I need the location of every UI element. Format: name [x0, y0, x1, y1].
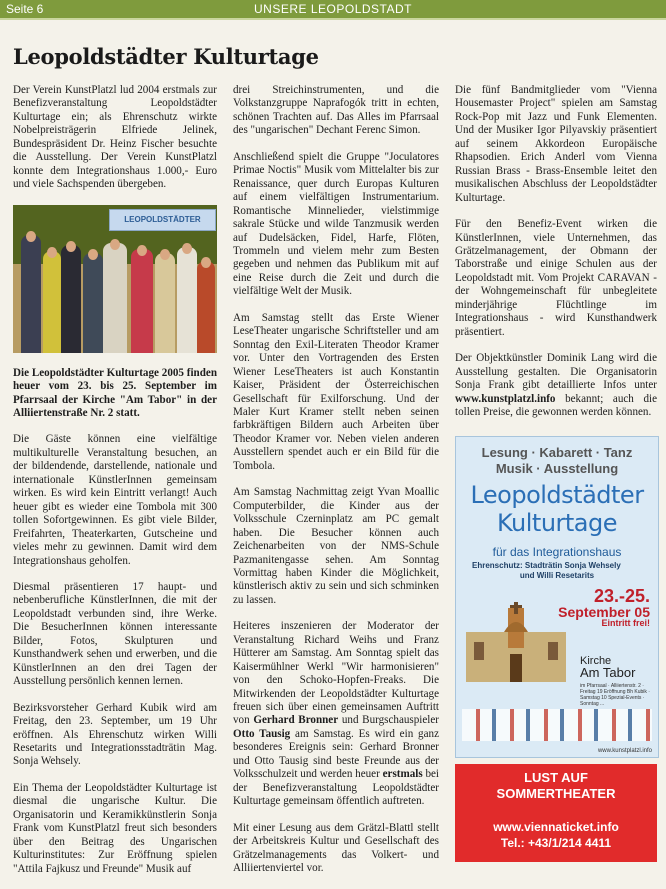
ad2-url[interactable]: www.viennaticket.info — [493, 820, 619, 834]
ad-ehrenschutz: und Willi Resetarits — [519, 571, 595, 580]
sommertheater-advertisement — [455, 764, 657, 862]
column-3 — [455, 84, 657, 432]
paragraph: Am Samstag Nachmittag zeigt Yvan Moallic Computerbilder, die Kinder aus der Volksschule Czerninplatz am PC gemalt haben. Die Besucher können auch Zeichenarbeiten von der NMS-Schule Pazmanitengasse sehen. Am Sonntag Vormittag haben Kinder die Möglichkeit, künstlerisch aktiv zu sein und sich schminken zu lassen. — [233, 486, 439, 606]
person-head — [66, 241, 76, 252]
text-run: Heiteres inszenieren der Moderator der Veranstaltung Richard Weihs und Franz Hütterer am Samstag. Am Sonntag spielt das Kaisermühlner Werkl "Wir harmonisieren" von den Schoko-Hopfen-Freaks. Die Mitwirkenden der Leopoldstädter Kulturtage freuen sich über einen gemeinsamen Auftritt von — [233, 620, 439, 727]
person-head — [201, 257, 211, 268]
person-head — [137, 245, 147, 256]
person-figure — [177, 247, 197, 353]
person-head — [182, 243, 192, 254]
bold-name: Otto Tausig — [233, 727, 291, 740]
page-header-bar — [0, 0, 666, 18]
section-title: UNSERE LEOPOLDSTADT — [254, 2, 412, 16]
person-figure — [83, 253, 103, 353]
person-figure — [197, 261, 215, 353]
ad2-phone: Tel.: +43/1/214 4411 — [500, 836, 612, 850]
paragraph: Die fünf Bandmitglieder vom "Vienna Housemaster Project" spielen am Samstag Rock-Pop mit Jazz und Funk Elementen. Und der Musiker Igor Pilyavskiy präsentiert auf seinem Akkordeon Europäische Rhapsodien. Erich Anderl vom Vienna Russian Brass - Brass-Ensemble leitet den musikalischen Abschluss der Leopoldstädter Kulturtage. — [455, 84, 657, 204]
text-run: Der Objektkünstler Dominik Lang wird die Ausstellung gestalten. Die Organisatorin Sonja Frank gibt detaillierte Infos unter — [455, 352, 657, 392]
ad-details: im Pfarrsaal · Alliiertenstr. 2 · Freitag 19 Eröffnung Bh Kubik · Samstag 10 Spezial-Events · Sonntag ... — [580, 683, 650, 707]
sponsor-logos — [462, 709, 652, 741]
ad-free-entry: Eintritt frei! — [601, 618, 650, 628]
text-run: bekannt; auch die tollen Preise, die gewonnen werden können. — [455, 392, 657, 418]
church-icon — [466, 602, 566, 682]
bold-word: erstmals — [382, 768, 423, 781]
column-2 — [233, 84, 439, 888]
ad-tagline: Lesung · Kabarett · Tanz — [481, 445, 633, 460]
ad-date — [558, 587, 650, 619]
bold-name: Gerhard Bronner — [253, 714, 339, 727]
paragraph — [455, 352, 657, 419]
text-run: bei der Benefizveranstaltung Leopoldstädter Kulturtage gemeinsam öffentlich auftreten. — [233, 768, 439, 808]
ad-venue-line: Am Tabor — [580, 665, 636, 680]
person-figure — [21, 235, 41, 353]
paragraph: Ein Thema der Leopoldstädter Kulturtage ist diesmal die ungarische Kultur. Die Organisatorin und Keramikkünstlerin Sonja Frank vom KunstPlatzl freut sich besonders über den Beitrag des Ungarischen Kulturinstitutes: Zur Eröffnung spielen "Attila Fajkusz und Freunde" Musik auf — [13, 781, 217, 875]
ad-date-month: September 05 — [558, 604, 650, 620]
ad-venue-line: Kirche — [580, 655, 612, 667]
article-title: Leopoldstädter Kulturtage — [13, 44, 319, 69]
page-number: Seite 6 — [6, 2, 44, 16]
person-head — [88, 249, 98, 260]
ad-tagline: Musik · Ausstellung — [495, 461, 619, 476]
paragraph: Für den Benefiz-Event wirken die KünstlerInnen, viele Unternehmen, das Grätzelmanagement, der Obmann der Taborstraße und einige Schulen aus der Leopoldstadt mit. Vom Projekt CARAVAN - der Wohngemeinschaft für unbegleitete minderjährige Flüchtlinge im Integrationshaus - wird Kunsthandwerk präsentiert. — [455, 218, 657, 338]
ad-subtitle: für das Integrationshaus — [492, 545, 622, 559]
person-head — [26, 231, 36, 242]
paragraph: Diesmal präsentieren 17 haupt- und nebenberufliche KünstlerInnen, die mit der Leopoldstadt verbunden sind, ihre Werke. Die BesucherInnen können interessante Bilder, Fotos, Skulpturen und Kunsthandwerk sehen und erwerben, und die KünstlerInnen an den drei Tagen der Ausstellung persönlich kennen lernen. — [13, 580, 217, 688]
text-run: am Samstag. Es wird ein ganz besonderes Ereignis sein: Gerhard Bronner und Otto Tausig sind beste Freunde aus der Volksschulzeit und werden heuer — [233, 727, 439, 781]
event-photo — [13, 205, 217, 353]
photo-caption: Die Leopoldstädter Kulturtage 2005 finden heuer vom 23. bis 25. September im Pfarrsaal der Kirche "Am Tabor" in der Alliiertenstraße Nr. 2 statt. — [13, 366, 217, 419]
kulturtage-advertisement — [455, 436, 659, 758]
website-link[interactable]: www.kunstplatzl.info — [455, 392, 556, 405]
person-head — [110, 239, 120, 250]
paragraph: drei Streichinstrumenten, und die Volkstanzgruppe Naprafogók tritt in echten, schönen Trachten auf. Das Alles im Pfarrsaal des "ungarischen" Dechant Ferenc Simon. — [233, 84, 439, 137]
paragraph: Die Gäste können eine vielfältige multikulturelle Veranstaltung besuchen, an der bildendende, darstellende, nationale und internationale KünstlerInnen gemeinsam wirken. Es wird kein Eintritt verlangt! Auch heuer gibt es wieder eine Tombola mit 300 tollen Sofortgewinnen. Es gibt viele Bilder, Freifahrten, Theaterkarten, Gutscheine und vieles mehr zu gewinnen. Damit wird dem Integrationshaus geholfen. — [13, 433, 217, 567]
ad-date-days: 23.-25. — [593, 586, 650, 606]
text-run: und Burgschauspieler — [338, 714, 439, 727]
person-figure — [155, 253, 175, 353]
person-head — [160, 249, 170, 260]
paragraph: Anschließend spielt die Gruppe "Joculatores Primae Noctis" Musik vom Mittelalter bis zur Renaissance, quer durch Europas Kulturen auf einem vielfältigen Instrumentarium. Romantische Minnelieder, vielstimmige sakrale Stücke und wilde Tanzmusik werden auf Dudelsäcken, Fidel, Harfe, Flöten, Trommeln und vielem mehr zum Besten gegeben und nehmen das Publikum mit auf eine Reise durch die Zeit und durch die vielfältige Welt der Musik. — [233, 150, 439, 298]
paragraph: Bezirksvorsteher Gerhard Kubik wird am Freitag, den 23. September, um 19 Uhr eröffnen. Als Ehrenschutz wirken Willi Resetarits und Integrationsstadträtin Mag. Sonja Wehsely. — [13, 701, 217, 768]
paragraph: Der Verein KunstPlatzl lud 2004 erstmals zur Benefizveranstaltung Leopoldstädter Kulturtage ein; als Ehrenschutz wirkte Nobelpreisträgerin Elfriede Jelinek, Bundespräsident Dr. Heinz Fischer besuchte die Ausstellung. Der Verein KunstPlatzl konnte dem Integrationshaus 1.000,- Euro und viele Sachspenden übergeben. — [13, 84, 217, 191]
person-head — [47, 247, 57, 258]
ad2-headline: LUST AUF — [524, 770, 588, 785]
paragraph: Mit einer Lesung aus dem Grätzl-Blattl stellt der Arbeitskreis Kultur und Gesellschaft des Grätzelmanagements das Volkert- und Alliiertenviertel vor. — [233, 821, 439, 875]
ad-url[interactable]: www.kunstplatzl.info — [597, 748, 652, 754]
ad-ehrenschutz: Ehrenschutz: Stadträtin Sonja Wehsely — [472, 561, 621, 570]
column-1 — [13, 84, 217, 889]
person-figure — [103, 243, 127, 353]
photo-banner: LEOPOLDSTÄDTER — [109, 209, 216, 231]
ad-title: Kulturtage — [496, 509, 618, 537]
header-rule — [0, 18, 666, 20]
ad-venue — [580, 655, 635, 679]
ad2-headline: SOMMERTHEATER — [496, 786, 616, 801]
ad-title: Leopoldstädter — [470, 481, 644, 509]
person-figure — [43, 251, 61, 353]
person-figure — [131, 249, 153, 353]
paragraph — [233, 620, 439, 808]
person-figure — [61, 245, 81, 353]
paragraph: Am Samstag stellt das Erste Wiener LeseTheater ungarische Schriftsteller und am Sonntag den Exil-Literaten Theodor Kramer vor. Unter den Vortragenden des Ersten Wiener LeseTheaters ist auch Konstantin Kaiser, Präsident der Österreichischen Gesellschaft für Exilforschung. Und der Maler Kurt Kramer stellt neben seinen farbkräftigen Bildern auch Arbeiten über Theodor Kramer vor. Neben vielen anderen Ausstellern spendet auch er ein Bild für die Tombola. — [233, 311, 439, 472]
